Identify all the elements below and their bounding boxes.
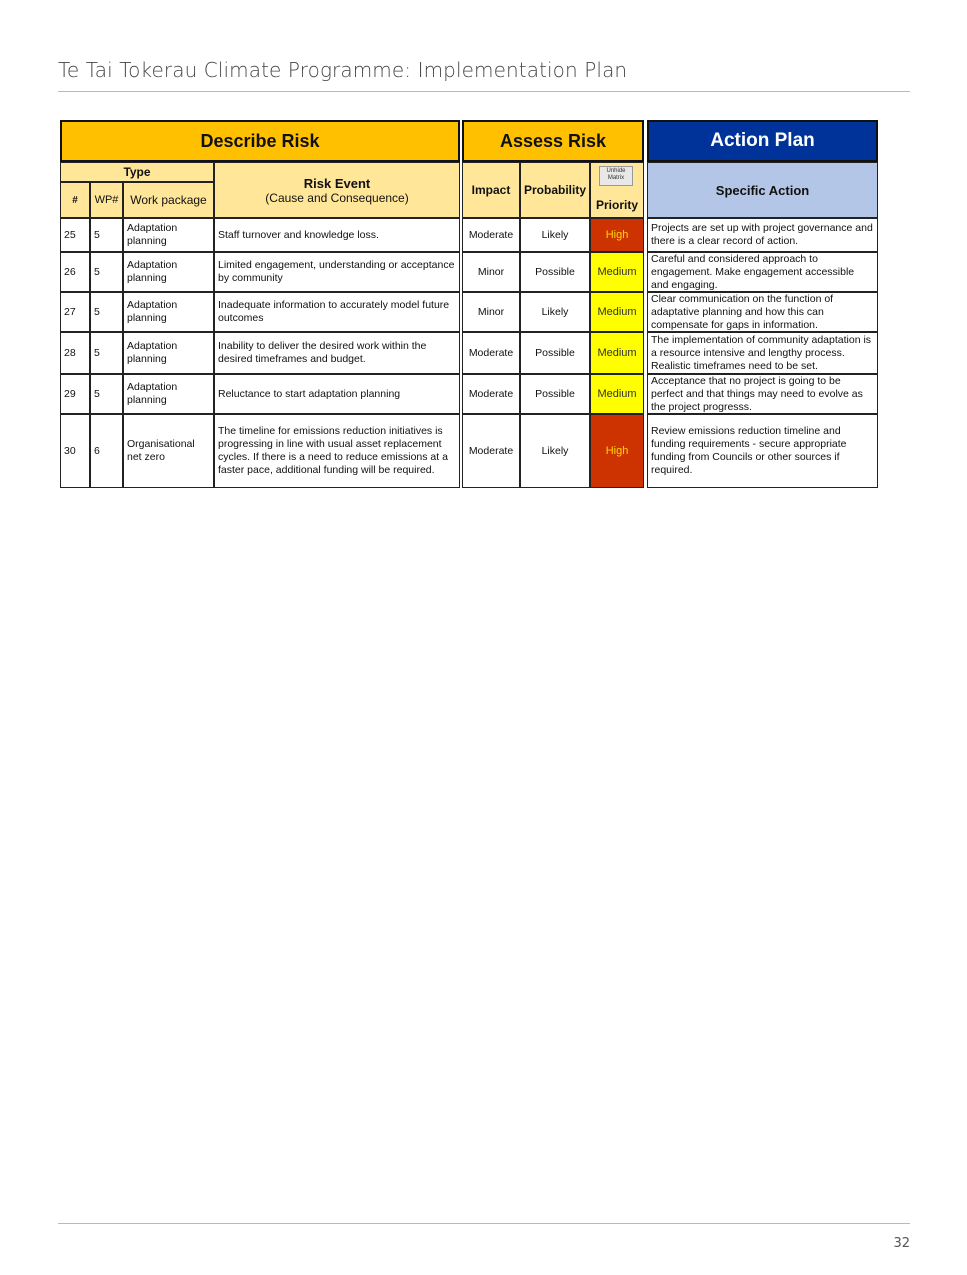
header-probability: Probability	[520, 162, 590, 218]
page-number: 32	[893, 1236, 910, 1251]
header-priority: Priority	[590, 192, 644, 218]
cell-work-package: Adaptation planning	[123, 374, 214, 414]
header-risk-event	[214, 162, 460, 218]
cell-risk-event: Limited engagement, understanding or acceptance by community	[214, 252, 460, 292]
cell-priority-medium: Medium	[590, 332, 644, 374]
cell-impact: Moderate	[462, 218, 520, 252]
header-work-package: Work package	[123, 182, 214, 218]
risk-register-table	[60, 120, 878, 490]
cell-probability: Possible	[520, 252, 590, 292]
cell-work-package: Organisational net zero	[123, 414, 214, 488]
cell-priority-medium: Medium	[590, 292, 644, 332]
cell-probability: Possible	[520, 332, 590, 374]
band-describe-risk: Describe Risk	[60, 120, 460, 162]
header-specific-action: Specific Action	[647, 162, 878, 218]
cell-priority-medium: Medium	[590, 374, 644, 414]
cell-probability: Likely	[520, 414, 590, 488]
cell-wp: 5	[90, 218, 123, 252]
cell-num: 29	[60, 374, 90, 414]
cell-priority-high: High	[590, 414, 644, 488]
cell-work-package: Adaptation planning	[123, 292, 214, 332]
cell-action: Acceptance that no project is going to be perfect and that things may need to evolve as the project progresss.	[647, 374, 878, 414]
band-assess-risk: Assess Risk	[462, 120, 644, 162]
cell-priority-medium: Medium	[590, 252, 644, 292]
cell-risk-event: Staff turnover and knowledge loss.	[214, 218, 460, 252]
cell-wp: 5	[90, 292, 123, 332]
cell-impact: Minor	[462, 292, 520, 332]
cell-wp: 5	[90, 332, 123, 374]
cell-num: 26	[60, 252, 90, 292]
cell-num: 25	[60, 218, 90, 252]
cell-risk-event: Reluctance to start adaptation planning	[214, 374, 460, 414]
cell-action: Careful and considered approach to engagement. Make engagement accessible and engaging.	[647, 252, 878, 292]
header-divider	[58, 91, 910, 92]
cell-probability: Possible	[520, 374, 590, 414]
cell-wp: 5	[90, 252, 123, 292]
cell-probability: Likely	[520, 292, 590, 332]
header-impact: Impact	[462, 162, 520, 218]
cell-work-package: Adaptation planning	[123, 252, 214, 292]
cell-impact: Moderate	[462, 414, 520, 488]
page-title: Te Tai Tokerau Climate Programme: Implementation Plan	[58, 58, 628, 82]
cell-priority-high: High	[590, 218, 644, 252]
cell-action: Review emissions reduction timeline and funding requirements - secure appropriate funding from Councils or other sources if required.	[647, 414, 878, 488]
risk-event-subtitle: (Cause and Consequence)	[265, 190, 409, 205]
cell-risk-event: Inability to deliver the desired work within the desired timeframes and budget.	[214, 332, 460, 374]
cell-wp: 5	[90, 374, 123, 414]
unhide-matrix-button[interactable]: Unhide Matrix	[599, 166, 633, 186]
cell-action: Projects are set up with project governance and there is a clear record of action.	[647, 218, 878, 252]
cell-impact: Moderate	[462, 332, 520, 374]
cell-wp: 6	[90, 414, 123, 488]
cell-num: 30	[60, 414, 90, 488]
cell-action: The implementation of community adaptation is a resource intensive and lengthy process. Realistic timeframes need to be set.	[647, 332, 878, 374]
footer-divider	[58, 1223, 910, 1224]
header-wp: WP#	[90, 182, 123, 218]
cell-impact: Minor	[462, 252, 520, 292]
cell-num: 28	[60, 332, 90, 374]
cell-impact: Moderate	[462, 374, 520, 414]
cell-action: Clear communication on the function of adaptative planning and how this can compensate for gaps in information.	[647, 292, 878, 332]
band-action-plan: Action Plan	[647, 120, 878, 162]
risk-event-title: Risk Event	[303, 175, 371, 191]
header-type: Type	[60, 162, 214, 182]
cell-work-package: Adaptation planning	[123, 218, 214, 252]
cell-num: 27	[60, 292, 90, 332]
cell-risk-event: The timeline for emissions reduction initiatives is progressing in line with usual asset replacement cycles. If there is a need to reduce emissions at a faster pace, additional funding will be required.	[214, 414, 460, 488]
cell-risk-event: Inadequate information to accurately model future outcomes	[214, 292, 460, 332]
cell-work-package: Adaptation planning	[123, 332, 214, 374]
cell-probability: Likely	[520, 218, 590, 252]
header-num: #	[60, 182, 90, 218]
